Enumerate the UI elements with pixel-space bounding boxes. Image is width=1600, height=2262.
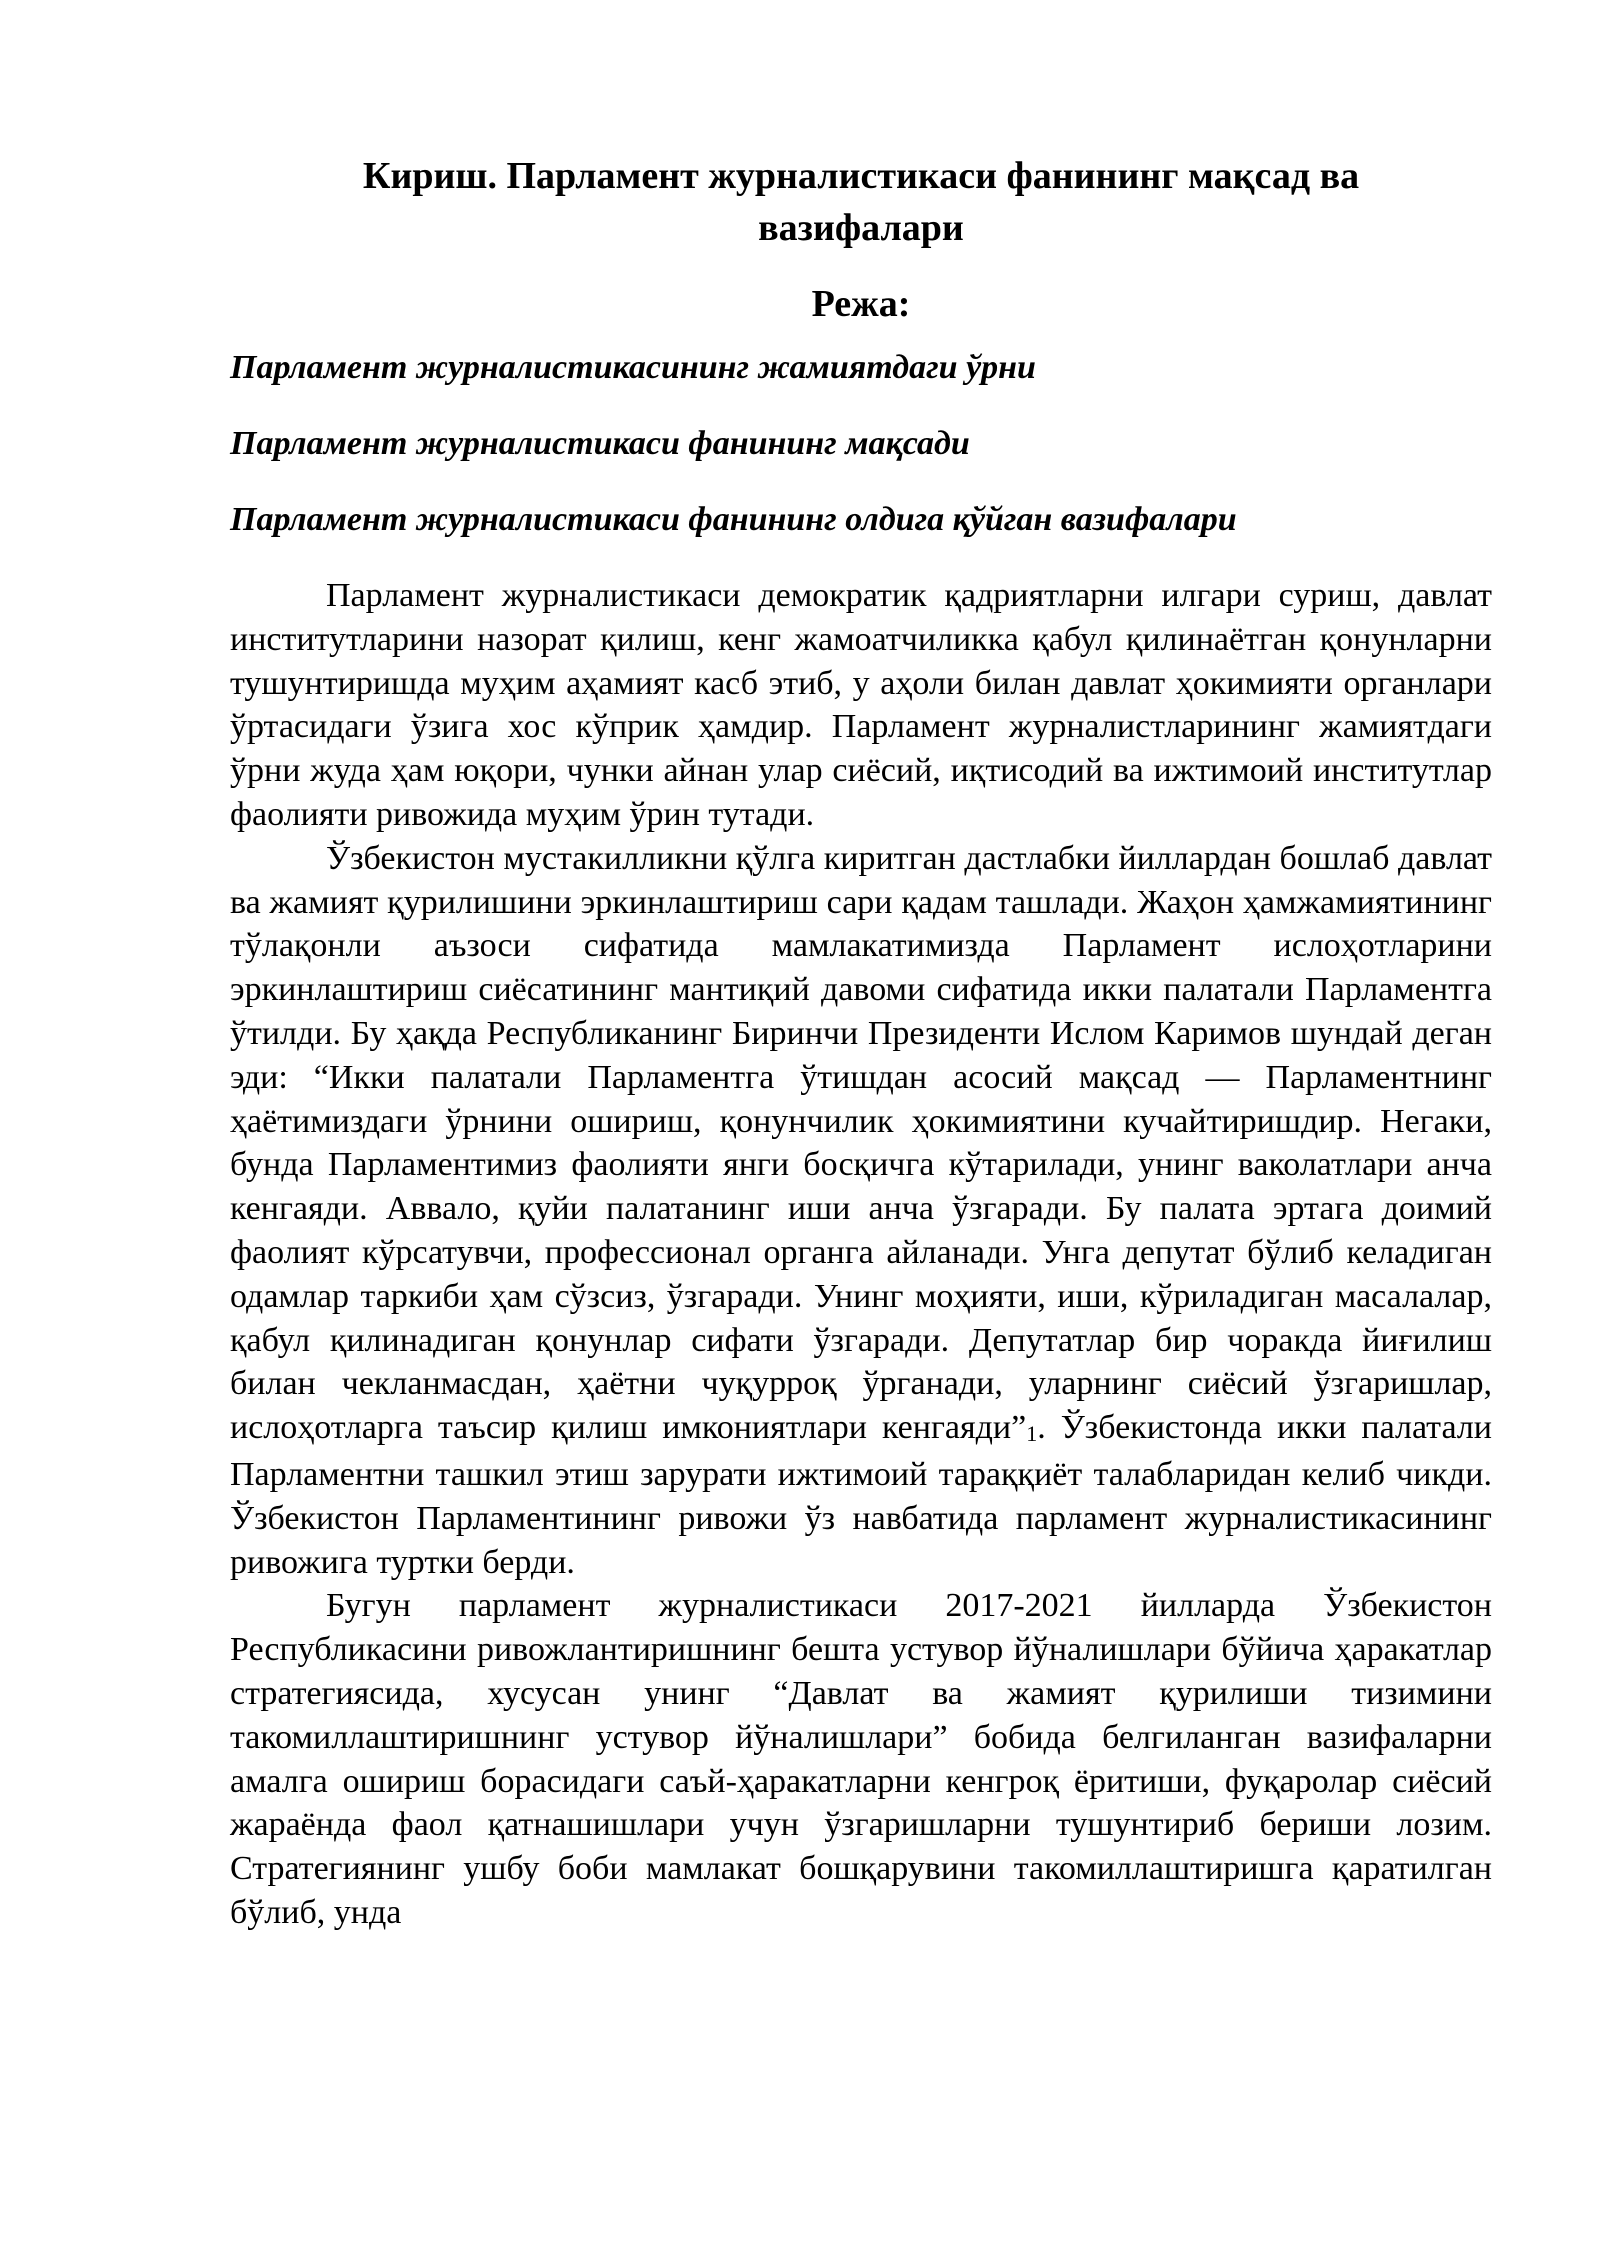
plan-list	[230, 346, 1492, 542]
footnote-mark: 1	[1026, 1421, 1038, 1447]
paragraph-text: Ўзбекистон мустакилликни қўлга киритган дастлабки йиллардан бошлаб давлат ва жамият қурилишини эркинлаштириш сари қадам ташлади. Жаҳон ҳамжамиятининг тўлақонли аъзоси сифатида мамлакатимизда Парламент ислоҳотларини эркинлаштириш сиёсатининг мантиқий давоми сифатида икки палатали Парламентга ўтилди. Бу ҳақда Республиканинг Биринчи Президенти Ислом Каримов шундай деган эди: “Икки палатали Парламентга ўтишдан асосий мақсад — Парламентнинг ҳаётимиздаги ўрнини ошириш, қонунчилик ҳокимиятини кучайтиришдир. Негаки, бунда Парламентимиз фаолияти янги босқичга кўтарилади, унинг ваколатлари анча кенгаяди. Аввало, қуйи палатанинг иши анча ўзгаради. Бу палата эртага доимий фаолият кўрсатувчи, профессионал органга айланади. Унга депутат бўлиб келадиган одамлар таркиби ҳам сўзсиз, ўзгаради. Унинг моҳияти, иши, кўриладиган масалалар, қабул қилинадиган қонунлар сифати ўзгаради. Депутатлар бир чоракда йиғилиш билан чекланмасдан, ҳаётни чуқурроқ ўрганади, уларнинг сиёсий ўзгаришлар, ислоҳотларга таъсир қилиш имкониятлари кенгаяди”	[230, 839, 1492, 1447]
plan-item: Парламент журналистикаси фанининг мақсади	[230, 425, 970, 462]
paragraph: Парламент журналистикаси демократик қадриятларни илгари суриш, давлат институтларини назорат қилиш, кенг жамоатчиликка қабул қилинаётган қонунларни тушунтиришда муҳим аҳамият касб этиб, у аҳоли билан давлат ҳокимияти органлари ўртасидаги ўзига хос кўприк ҳамдир. Парламент журналистларининг жамиятдаги ўрни жуда ҳам юқори, чунки айнан улар сиёсий, иқтисодий ва ижтимоий институтлар фаолияти ривожида муҳим ўрин тутади.	[230, 577, 1492, 833]
body-text	[230, 574, 1492, 1935]
paragraph-text: . Ўзбекистонда икки палатали Парламентни ташкил этиш зарурати ижтимоий тараққиёт талабларидан келиб чикди. Ўзбекистон Парламентининг ривожи ўз навбатида парламент журналистикасининг ривожига туртки берди.	[230, 1409, 1493, 1581]
plan-heading: Режа:	[811, 283, 911, 325]
plan-item: Парламент журналистикаси фанининг олдига қўйган вазифалари	[230, 501, 1237, 538]
paragraph: Бугун парламент журналистикаси 2017-2021 йилларда Ўзбекистон Республикасини ривожлантиришнинг бешта устувор йўналишлари бўйича ҳаракатлар стратегиясида, хусусан унинг “Давлат ва жамият қурилиши тизимини такомиллаштиришнинг устувор йўналишлари” бобида белгиланган вазифаларни амалга ошириш борасидаги саъй-ҳаракатларни кенгроқ ёритиши, фуқаролар сиёсий жараёнда фаол қатнашишлари учун ўзгаришларни тушунтириб бериши лозим. Стратегиянинг ушбу боби мамлакат бошқарувини такомиллаштиришга қаратилган бўлиб, унда	[230, 1587, 1492, 1931]
paragraph	[230, 837, 1492, 1585]
plan-item: Парламент журналистикасининг жамиятдаги ўрни	[230, 349, 1036, 386]
document-content	[230, 150, 1492, 1935]
document-title: Кириш. Парламент журналистикаси фанининг мақсад ва вазифалари	[362, 155, 1360, 249]
